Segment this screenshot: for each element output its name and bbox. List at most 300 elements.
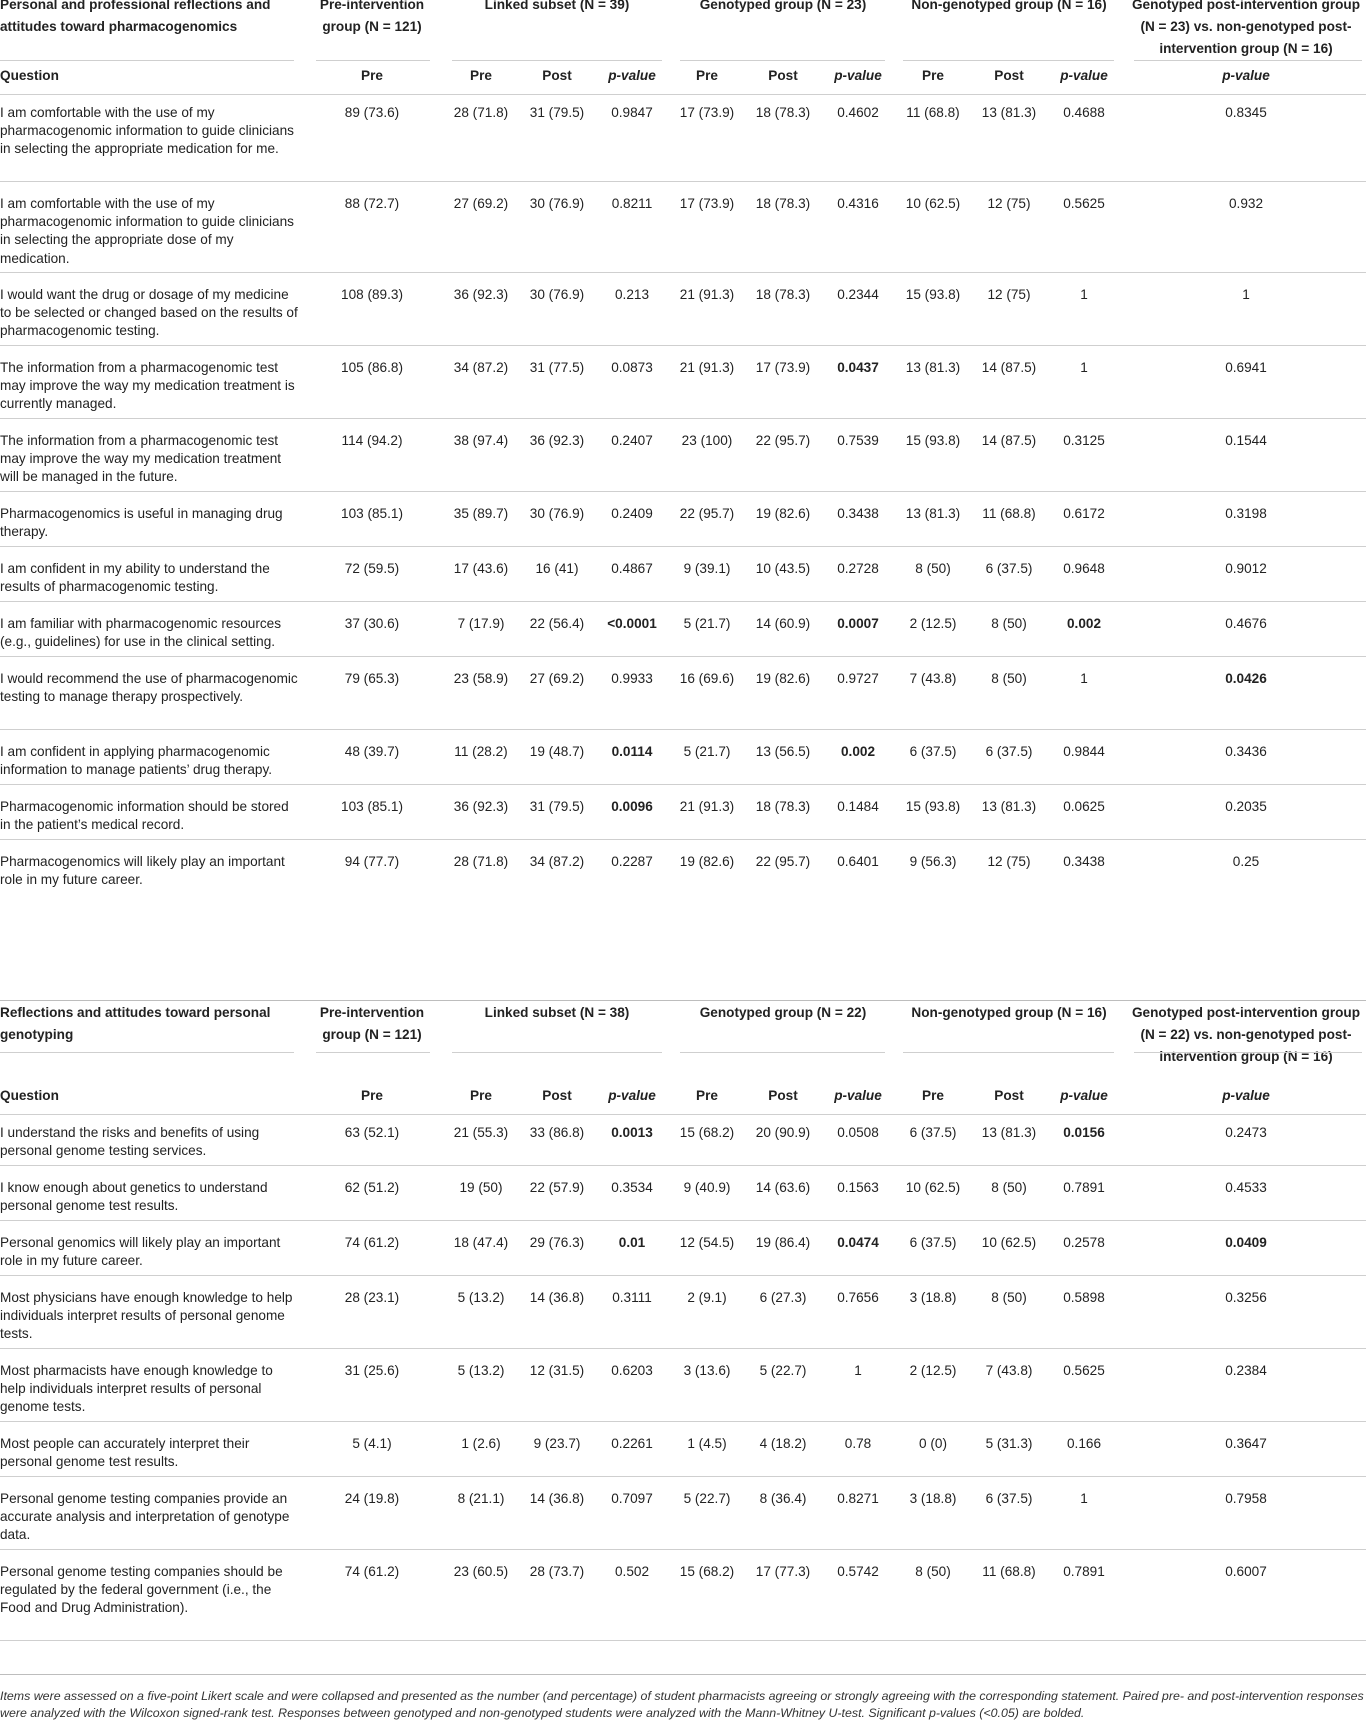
column-header-pvalue: p-value [1060, 1088, 1108, 1103]
table-cell: 17 (73.9) [755, 360, 811, 375]
row-divider [0, 1114, 1366, 1115]
row-divider [0, 1275, 1366, 1276]
row-divider [0, 1476, 1366, 1477]
table-cell: 36 (92.3) [453, 287, 509, 302]
table-cell: 13 (81.3) [981, 105, 1037, 120]
group-header-nongenotyped: Non-genotyped group (N = 16) [911, 0, 1107, 12]
row-divider [0, 94, 1366, 95]
table-cell: 15 (68.2) [679, 1125, 735, 1140]
table-cell: 9 (40.9) [683, 1180, 731, 1195]
table-cell: 17 (73.9) [679, 196, 735, 211]
row-divider [316, 1052, 430, 1053]
column-header-pvalue: p-value [834, 68, 882, 83]
table-cell: 0.5742 [837, 1564, 879, 1579]
table-cell: 17 (77.3) [755, 1564, 811, 1579]
row-divider [0, 601, 1366, 602]
table-cell: 0.2407 [611, 433, 653, 448]
question-column-header: Question [0, 68, 59, 83]
table-cell: 9 (39.1) [683, 561, 731, 576]
table-cell: 38 (97.4) [453, 433, 509, 448]
table-cell: 15 (93.8) [905, 287, 961, 302]
table-cell: 0 (0) [919, 1436, 947, 1451]
table-cell: 0.002 [1066, 616, 1102, 631]
table-cell: 29 (76.3) [529, 1235, 585, 1250]
table-cell: 14 (36.8) [529, 1290, 585, 1305]
column-header-post: Post [768, 68, 798, 83]
table-cell: 2 (12.5) [909, 616, 957, 631]
table-cell: 0.3256 [1225, 1290, 1267, 1305]
table-cell: 19 (82.6) [755, 506, 811, 521]
table-cell: 28 (71.8) [453, 105, 509, 120]
table-cell: 0.4676 [1225, 616, 1267, 631]
column-header-pvalue: p-value [608, 1088, 656, 1103]
group-header-comparison: Genotyped post-intervention group (N = 22) vs. non-genotyped post-intervention group (N = 16) [1131, 1005, 1361, 1064]
table-cell: 7 (43.8) [909, 671, 957, 686]
table-cell: 0.2578 [1063, 1235, 1105, 1250]
table-cell: 0.9012 [1225, 561, 1267, 576]
table-cell: 21 (91.3) [679, 360, 735, 375]
table-cell: 6 (37.5) [909, 1235, 957, 1250]
table-cell: 10 (62.5) [905, 196, 961, 211]
table-cell: 0.4867 [611, 561, 653, 576]
column-header-pre: Pre [922, 1088, 944, 1103]
table-cell: 31 (79.5) [529, 799, 585, 814]
table-cell: 37 (30.6) [344, 616, 400, 631]
table-cell: 24 (19.8) [344, 1491, 400, 1506]
table-cell: 8 (50) [991, 1180, 1027, 1195]
row-divider [0, 60, 294, 61]
table-cell: 8 (50) [915, 561, 951, 576]
table-cell: 5 (13.2) [457, 1363, 505, 1378]
column-header-pre: Pre [361, 1088, 383, 1103]
table-cell: 18 (78.3) [755, 287, 811, 302]
table-cell: 0.7891 [1063, 1564, 1105, 1579]
table-cell: 21 (91.3) [679, 287, 735, 302]
table-cell: 8 (50) [991, 1290, 1027, 1305]
row-divider [0, 345, 1366, 346]
row-divider [0, 839, 1366, 840]
table-cell: 23 (100) [681, 433, 733, 448]
table-cell: 35 (89.7) [453, 506, 509, 521]
question-text: Pharmacogenomic information should be stored in the patient’s medical record. [0, 799, 289, 833]
table-cell: 0.9648 [1063, 561, 1105, 576]
table-cell: 14 (60.9) [755, 616, 811, 631]
row-divider [903, 1052, 1114, 1053]
table-cell: 0.0625 [1063, 799, 1105, 814]
table-cell: 4 (18.2) [759, 1436, 807, 1451]
table-cell: 0.0437 [837, 360, 879, 375]
table-cell: 28 (23.1) [344, 1290, 400, 1305]
table-cell: 0.502 [614, 1564, 650, 1579]
table-cell: 0.2261 [611, 1436, 653, 1451]
column-header-pre: Pre [922, 68, 944, 83]
table-cell: 11 (68.8) [982, 1564, 1036, 1579]
group-header-pre: Pre-intervention group (N = 121) [319, 0, 425, 34]
table-cell: 0.002 [840, 744, 876, 759]
row-divider [0, 729, 1366, 730]
row-divider [452, 1052, 662, 1053]
row-divider [0, 1549, 1366, 1550]
table-cell: 114 (94.2) [341, 433, 403, 448]
question-text: Most pharmacists have enough knowledge to help individuals interpret results of personal genome tests. [0, 1363, 273, 1415]
table-cell: 0.0007 [837, 616, 879, 631]
question-text: I know enough about genetics to understand personal genome test results. [0, 1180, 268, 1214]
table-cell: 0.2287 [611, 854, 653, 869]
table-cell: 13 (56.5) [755, 744, 811, 759]
question-text: I am confident in applying pharmacogenomic information to manage patients’ drug therapy. [0, 744, 273, 778]
table-cell: 0.7958 [1225, 1491, 1267, 1506]
column-header-post: Post [768, 1088, 798, 1103]
table-cell: 0.6007 [1225, 1564, 1267, 1579]
table-cell: 5 (22.7) [759, 1363, 807, 1378]
table-cell: 8 (36.4) [759, 1491, 807, 1506]
table-cell: 0.2473 [1225, 1125, 1267, 1140]
row-divider [0, 1000, 1366, 1001]
table-cell: 0.3534 [611, 1180, 653, 1195]
question-text: The information from a pharmacogenomic test may improve the way my medication treatment will be managed in the future. [0, 433, 282, 485]
table-cell: 8 (21.1) [457, 1491, 505, 1506]
table-cell: 1 (4.5) [687, 1436, 727, 1451]
column-header-pre: Pre [696, 68, 718, 83]
table-cell: 0.9727 [837, 671, 879, 686]
table-cell: 0.3438 [837, 506, 879, 521]
table-cell: 27 (69.2) [529, 671, 585, 686]
table-cell: 0.1544 [1225, 433, 1267, 448]
table-cell: 0.3111 [612, 1290, 652, 1305]
table-cell: 19 (82.6) [755, 671, 811, 686]
group-header-comparison: Genotyped post-intervention group (N = 23) vs. non-genotyped post-intervention group (N = 16) [1131, 0, 1361, 56]
table-cell: 15 (93.8) [905, 799, 961, 814]
row-divider [903, 60, 1114, 61]
table-cell: 34 (87.2) [453, 360, 509, 375]
group-header-genotyped: Genotyped group (N = 23) [699, 0, 867, 12]
row-divider [0, 546, 1366, 547]
table-cell: 31 (77.5) [529, 360, 585, 375]
table-cell: 23 (58.9) [453, 671, 509, 686]
table-cell: 10 (62.5) [905, 1180, 961, 1195]
table-cell: 16 (41) [535, 561, 579, 576]
table-cell: 0.0474 [837, 1235, 879, 1250]
table-cell: 12 (75) [987, 854, 1031, 869]
question-text: Pharmacogenomics will likely play an important role in my future career. [0, 854, 285, 888]
table-cell: 12 (75) [987, 287, 1031, 302]
table-cell: 8 (50) [991, 616, 1027, 631]
question-text: I would want the drug or dosage of my medicine to be selected or changed based on the results of pharmacogenomic testing. [0, 287, 298, 339]
row-divider [0, 1220, 1366, 1221]
question-text: Most physicians have enough knowledge to help individuals interpret results of personal genome tests. [0, 1290, 293, 1342]
table-cell: 13 (81.3) [981, 799, 1037, 814]
column-header-pvalue: p-value [1060, 68, 1108, 83]
table-cell: 2 (9.1) [687, 1290, 727, 1305]
table-cell: 36 (92.3) [453, 799, 509, 814]
table-cell: 6 (37.5) [985, 744, 1033, 759]
group-header-pre: Pre-intervention group (N = 121) [319, 1005, 425, 1042]
row-divider [452, 60, 662, 61]
table-cell: 22 (56.4) [529, 616, 585, 631]
table-cell: 0.1484 [837, 799, 879, 814]
table-cell: 0.0873 [611, 360, 653, 375]
table-cell: 0.6203 [611, 1363, 653, 1378]
question-text: Personal genome testing companies provide an accurate analysis and interpretation of genotype data. [0, 1491, 290, 1543]
table-cell: 0.0013 [611, 1125, 653, 1140]
table-cell: 14 (63.6) [755, 1180, 811, 1195]
table-cell: 21 (55.3) [453, 1125, 509, 1140]
table-cell: 13 (81.3) [905, 360, 961, 375]
table-cell: 10 (43.5) [755, 561, 811, 576]
table-cell: 1 [1080, 360, 1088, 375]
table-cell: 13 (81.3) [981, 1125, 1037, 1140]
question-text: Personal genomics will likely play an important role in my future career. [0, 1235, 281, 1269]
question-text: I would recommend the use of pharmacogenomic testing to manage therapy prospectively. [0, 671, 298, 705]
table-cell: 30 (76.9) [529, 196, 585, 211]
table-cell: 19 (86.4) [755, 1235, 811, 1250]
table-cell: 62 (51.2) [344, 1180, 400, 1195]
question-text: Most people can accurately interpret their personal genome test results. [0, 1436, 250, 1470]
table-cell: 9 (23.7) [533, 1436, 581, 1451]
table-cell: 27 (69.2) [453, 196, 509, 211]
group-header-nongenotyped: Non-genotyped group (N = 16) [911, 1005, 1107, 1020]
table-cell: 0.78 [844, 1436, 872, 1451]
table-cell: 1 [1242, 287, 1250, 302]
question-text: I am comfortable with the use of my pharmacogenomic information to guide clinicians in selecting the appropriate dose of my medication. [0, 196, 294, 266]
row-divider [0, 181, 1366, 182]
column-header-pvalue: p-value [834, 1088, 882, 1103]
table-cell: 63 (52.1) [344, 1125, 400, 1140]
table-cell: 17 (43.6) [453, 561, 509, 576]
question-text: I am familiar with pharmacogenomic resources (e.g., guidelines) for use in the clinical setting. [0, 616, 282, 650]
table-cell: 19 (82.6) [679, 854, 735, 869]
table-cell: 0.4688 [1063, 105, 1105, 120]
table-cell: 0.932 [1228, 196, 1264, 211]
table-cell: 0.7539 [837, 433, 879, 448]
table-cell: 7 (43.8) [985, 1363, 1033, 1378]
table-cell: 18 (47.4) [453, 1235, 509, 1250]
table-cell: 30 (76.9) [529, 287, 585, 302]
table-cell: <0.0001 [607, 616, 657, 631]
table-cell: 5 (21.7) [683, 616, 731, 631]
table-cell: 1 [854, 1363, 862, 1378]
table-cell: 0.0114 [611, 744, 653, 759]
table-cell: 0.3198 [1225, 506, 1267, 521]
table-cell: 12 (54.5) [679, 1235, 735, 1250]
table-cell: 0.4316 [837, 196, 879, 211]
table-cell: 0.6941 [1225, 360, 1267, 375]
table-cell: 5 (4.1) [352, 1436, 392, 1451]
table-cell: 6 (27.3) [759, 1290, 807, 1305]
table-cell: 14 (87.5) [981, 360, 1037, 375]
column-header-post: Post [994, 1088, 1024, 1103]
group-header-genotyped: Genotyped group (N = 22) [699, 1005, 867, 1020]
table-cell: 0.213 [614, 287, 650, 302]
table-cell: 103 (85.1) [341, 506, 403, 521]
table-cell: 0.9844 [1063, 744, 1105, 759]
table-cell: 0.2035 [1225, 799, 1267, 814]
table-cell: 12 (75) [987, 196, 1031, 211]
table-cell: 0.5625 [1063, 196, 1105, 211]
table-cell: 74 (61.2) [344, 1235, 400, 1250]
column-header-pre: Pre [470, 68, 492, 83]
table-cell: 0.4533 [1225, 1180, 1267, 1195]
question-text: I understand the risks and benefits of using personal genome testing services. [0, 1125, 260, 1159]
table-cell: 0.7097 [611, 1491, 653, 1506]
question-text: I am comfortable with the use of my pharmacogenomic information to guide clinicians in selecting the appropriate medication for me. [0, 105, 294, 157]
row-divider [0, 1052, 294, 1053]
table-cell: 1 [1080, 287, 1088, 302]
table-cell: 0.9847 [611, 105, 653, 120]
question-column-header: Question [0, 1088, 59, 1103]
table-cell: 0.2384 [1225, 1363, 1267, 1378]
table-cell: 36 (92.3) [529, 433, 585, 448]
table-cell: 22 (95.7) [679, 506, 735, 521]
table-cell: 23 (60.5) [453, 1564, 509, 1579]
table-cell: 0.8345 [1225, 105, 1267, 120]
table-cell: 0.5625 [1063, 1363, 1105, 1378]
column-header-pre: Pre [470, 1088, 492, 1103]
question-text: Personal genome testing companies should be regulated by the federal government (i.e., the Food and Drug Administration). [0, 1564, 283, 1616]
table-cell: 89 (73.6) [344, 105, 400, 120]
row-divider [0, 418, 1366, 419]
table-cell: 0.2409 [611, 506, 653, 521]
table-cell: 20 (90.9) [755, 1125, 811, 1140]
table-cell: 0.0409 [1225, 1235, 1267, 1250]
table-cell: 5 (21.7) [683, 744, 731, 759]
table-cell: 22 (95.7) [755, 854, 811, 869]
table-cell: 1 [1080, 671, 1088, 686]
column-header-pvalue: p-value [1222, 1088, 1270, 1103]
table-cell: 105 (86.8) [341, 360, 403, 375]
table-cell: 28 (73.7) [529, 1564, 585, 1579]
row-divider [680, 1052, 885, 1053]
table-cell: 0.8271 [837, 1491, 879, 1506]
table-cell: 7 (17.9) [457, 616, 505, 631]
table-cell: 11 (68.8) [982, 506, 1036, 521]
table-cell: 19 (50) [459, 1180, 503, 1195]
table-cell: 13 (81.3) [905, 506, 961, 521]
table-cell: 22 (95.7) [755, 433, 811, 448]
table-cell: 0.01 [618, 1235, 646, 1250]
table-cell: 18 (78.3) [755, 196, 811, 211]
row-divider [316, 60, 430, 61]
table-cell: 18 (78.3) [755, 799, 811, 814]
row-divider [0, 1421, 1366, 1422]
table-cell: 9 (56.3) [909, 854, 957, 869]
table-cell: 2 (12.5) [909, 1363, 957, 1378]
table-cell: 0.3125 [1063, 433, 1105, 448]
group-header-linked: Linked subset (N = 39) [484, 0, 630, 12]
table-cell: 34 (87.2) [529, 854, 585, 869]
table-cell: 11 (68.8) [906, 105, 960, 120]
table-cell: 74 (61.2) [344, 1564, 400, 1579]
table-cell: 6 (37.5) [909, 1125, 957, 1140]
table-cell: 8 (50) [991, 671, 1027, 686]
table-cell: 10 (62.5) [981, 1235, 1037, 1250]
row-divider [0, 1165, 1366, 1166]
column-header-pvalue: p-value [608, 68, 656, 83]
table-cell: 0.2344 [837, 287, 879, 302]
table-footnote: Items were assessed on a five-point Likert scale and were collapsed and presented as the number (and percentage) of student pharmacists agreeing or strongly agreeing with the corresponding statement. Paired pre- and post-intervention responses were analyzed with the Wilcoxon signed-rank test. Responses between genotyped and non-genotyped students were analyzed with the Mann-Whitney U-test. Significant p-values (<0.05) are bolded. [0, 1689, 1364, 1720]
table-cell: 0.166 [1066, 1436, 1102, 1451]
row-divider [0, 656, 1366, 657]
row-divider [680, 60, 885, 61]
table-cell: 0.6172 [1063, 506, 1105, 521]
table-cell: 0.0156 [1063, 1125, 1105, 1140]
table-cell: 3 (18.8) [909, 1491, 957, 1506]
table-cell: 3 (13.6) [683, 1363, 731, 1378]
table-cell: 6 (37.5) [985, 561, 1033, 576]
row-divider [0, 1674, 1366, 1675]
table-cell: 0.7656 [837, 1290, 879, 1305]
table-cell: 0.0426 [1225, 671, 1267, 686]
table-cell: 15 (93.8) [905, 433, 961, 448]
table-cell: 79 (65.3) [344, 671, 400, 686]
table-cell: 0.6401 [837, 854, 879, 869]
table-cell: 18 (78.3) [755, 105, 811, 120]
table-cell: 0.3438 [1063, 854, 1105, 869]
table-cell: 14 (87.5) [981, 433, 1037, 448]
table-cell: 0.4602 [837, 105, 879, 120]
column-header-post: Post [542, 1088, 572, 1103]
table-cell: 30 (76.9) [529, 506, 585, 521]
table-cell: 0.8211 [611, 196, 653, 211]
row-divider [0, 272, 1366, 273]
table-cell: 15 (68.2) [679, 1564, 735, 1579]
table-cell: 108 (89.3) [341, 287, 403, 302]
question-text: The information from a pharmacogenomic test may improve the way my medication treatment is currently managed. [0, 360, 295, 412]
column-header-pre: Pre [361, 68, 383, 83]
table-cell: 103 (85.1) [341, 799, 403, 814]
table-cell: 6 (37.5) [985, 1491, 1033, 1506]
table-cell: 94 (77.7) [344, 854, 400, 869]
table-cell: 0.0096 [611, 799, 653, 814]
table-cell: 21 (91.3) [679, 799, 735, 814]
table-cell: 48 (39.7) [344, 744, 400, 759]
table-cell: 0.1563 [837, 1180, 879, 1195]
table-cell: 16 (69.6) [679, 671, 735, 686]
table-cell: 11 (28.2) [454, 744, 508, 759]
table-cell: 0.0508 [837, 1125, 879, 1140]
row-divider [1134, 1052, 1362, 1053]
table-cell: 28 (71.8) [453, 854, 509, 869]
table-cell: 6 (37.5) [909, 744, 957, 759]
column-header-post: Post [542, 68, 572, 83]
table-cell: 0.2728 [837, 561, 879, 576]
row-divider [0, 784, 1366, 785]
table-cell: 0.7891 [1063, 1180, 1105, 1195]
section-title: Personal and professional reflections and attitudes toward pharmacogenomics [0, 0, 271, 34]
table-cell: 22 (57.9) [529, 1180, 585, 1195]
table-cell: 0.9933 [611, 671, 653, 686]
table-cell: 5 (22.7) [683, 1491, 731, 1506]
table-cell: 8 (50) [915, 1564, 951, 1579]
table-cell: 1 (2.6) [461, 1436, 501, 1451]
table-cell: 72 (59.5) [344, 561, 400, 576]
question-text: I am confident in my ability to understand the results of pharmacogenomic testing. [0, 561, 270, 595]
column-header-pvalue: p-value [1222, 68, 1270, 83]
table-cell: 19 (48.7) [529, 744, 585, 759]
group-header-linked: Linked subset (N = 38) [484, 1005, 630, 1020]
table-cell: 0.25 [1232, 854, 1260, 869]
column-header-post: Post [994, 68, 1024, 83]
table-cell: 12 (31.5) [529, 1363, 585, 1378]
table-cell: 3 (18.8) [909, 1290, 957, 1305]
table-cell: 0.3647 [1225, 1436, 1267, 1451]
table-cell: 14 (36.8) [529, 1491, 585, 1506]
row-divider [1134, 60, 1362, 61]
table-cell: 33 (86.8) [529, 1125, 585, 1140]
question-text: Pharmacogenomics is useful in managing drug therapy. [0, 506, 283, 540]
row-divider [0, 491, 1366, 492]
table-cell: 0.3436 [1225, 744, 1267, 759]
